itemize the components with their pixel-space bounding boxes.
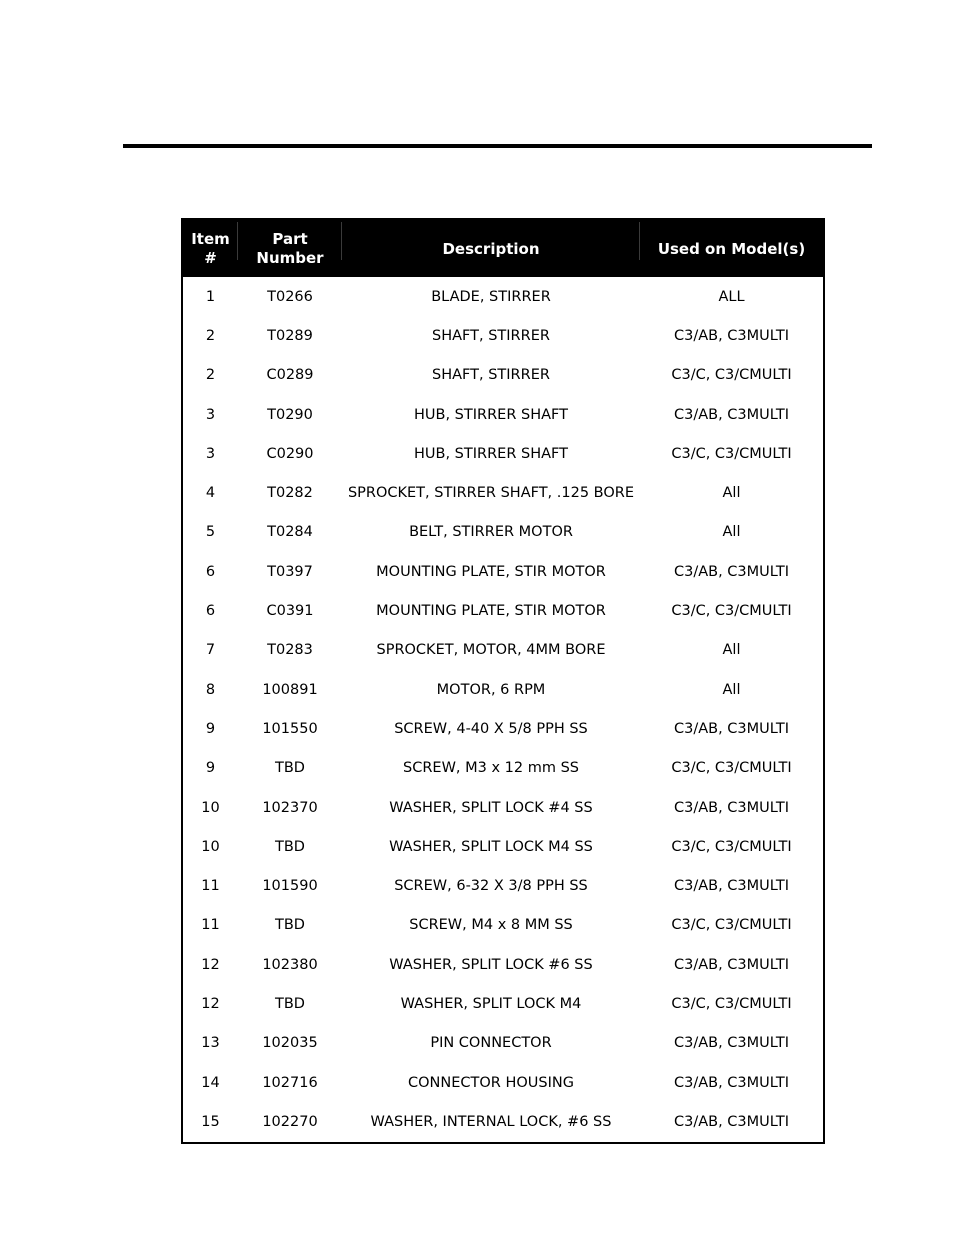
cell-used-on-models: C3/C, C3/CMULTI (671, 917, 792, 934)
table-row (183, 709, 823, 748)
cell-description: SCREW, 6-32 X 3/8 PPH SS (394, 878, 588, 895)
cell-used-on-models: All (722, 681, 741, 698)
cell-description: HUB, STIRRER SHAFT (414, 406, 568, 423)
cell-part-number: T0290 (267, 406, 313, 423)
table-row (183, 1024, 823, 1063)
cell-used-on-models: C3/C, C3/CMULTI (671, 995, 792, 1012)
table-row (183, 1102, 823, 1141)
table-row (183, 866, 823, 905)
header-models-label: Used on Model(s) (657, 239, 806, 258)
cell-description: BELT, STIRRER MOTOR (409, 524, 573, 541)
cell-used-on-models: C3/AB, C3MULTI (673, 406, 789, 423)
cell-part-number: T0284 (267, 524, 313, 541)
table-row (183, 631, 823, 670)
cell-used-on-models: C3/AB, C3MULTI (673, 1074, 789, 1091)
header-item-line1: Item (191, 230, 230, 248)
parts-table (183, 220, 823, 1142)
cell-used-on-models: ALL (718, 288, 745, 305)
cell-part-number: C0289 (266, 367, 314, 384)
cell-description: MOTOR, 6 RPM (436, 681, 546, 698)
cell-part-number: 101550 (262, 720, 318, 737)
cell-item-number: 1 (205, 288, 216, 305)
header-description (342, 220, 640, 277)
table-row (183, 473, 823, 512)
table-row (183, 316, 823, 355)
cell-description: SPROCKET, MOTOR, 4MM BORE (376, 642, 606, 659)
table-row (183, 356, 823, 395)
cell-item-number: 2 (205, 367, 216, 384)
cell-item-number: 9 (205, 720, 216, 737)
cell-item-number: 15 (201, 1113, 220, 1130)
header-used-on-models (640, 220, 823, 277)
table-row (183, 945, 823, 984)
table-row (183, 591, 823, 630)
cell-item-number: 6 (205, 563, 216, 580)
cell-part-number: 100891 (262, 681, 318, 698)
cell-used-on-models: All (722, 642, 741, 659)
parts-table-frame (181, 218, 825, 1144)
cell-description: MOUNTING PLATE, STIR MOTOR (376, 603, 606, 620)
cell-part-number: TBD (275, 838, 305, 855)
cell-description: SCREW, M4 x 8 MM SS (409, 917, 573, 934)
cell-used-on-models: C3/AB, C3MULTI (673, 720, 789, 737)
header-divider-rule (123, 144, 872, 148)
cell-item-number: 13 (201, 1035, 220, 1052)
cell-part-number: 101590 (262, 878, 318, 895)
table-row (183, 1063, 823, 1102)
cell-description: SPROCKET, STIRRER SHAFT, .125 BORE (347, 485, 635, 502)
cell-used-on-models: C3/AB, C3MULTI (673, 1113, 789, 1130)
table-row (183, 827, 823, 866)
cell-item-number: 14 (201, 1074, 220, 1091)
cell-part-number: T0282 (267, 485, 313, 502)
cell-used-on-models: C3/AB, C3MULTI (673, 799, 789, 816)
cell-part-number: T0397 (267, 563, 313, 580)
cell-item-number: 12 (201, 995, 220, 1012)
cell-item-number: 4 (205, 485, 216, 502)
cell-item-number: 5 (205, 524, 216, 541)
cell-used-on-models: C3/AB, C3MULTI (673, 956, 789, 973)
cell-part-number: 102035 (262, 1035, 318, 1052)
cell-item-number: 11 (201, 917, 220, 934)
table-row (183, 788, 823, 827)
cell-item-number: 7 (205, 642, 216, 659)
cell-used-on-models: C3/C, C3/CMULTI (671, 367, 792, 384)
cell-description: SHAFT, STIRRER (432, 367, 550, 384)
cell-description: WASHER, SPLIT LOCK M4 SS (389, 838, 593, 855)
cell-part-number: TBD (275, 995, 305, 1012)
table-row (183, 906, 823, 945)
cell-item-number: 10 (201, 838, 220, 855)
cell-description: WASHER, INTERNAL LOCK, #6 SS (370, 1113, 612, 1130)
cell-used-on-models: All (722, 485, 741, 502)
cell-description: SHAFT, STIRRER (432, 327, 550, 344)
cell-used-on-models: C3/C, C3/CMULTI (671, 838, 792, 855)
parts-table-body (183, 277, 823, 1142)
cell-description: WASHER, SPLIT LOCK #4 SS (389, 799, 593, 816)
cell-part-number: T0289 (267, 327, 313, 344)
cell-used-on-models: All (722, 524, 741, 541)
cell-description: WASHER, SPLIT LOCK #6 SS (389, 956, 593, 973)
cell-item-number: 6 (205, 603, 216, 620)
cell-part-number: 102716 (262, 1074, 318, 1091)
cell-used-on-models: C3/AB, C3MULTI (673, 327, 789, 344)
table-row (183, 513, 823, 552)
cell-description: HUB, STIRRER SHAFT (414, 445, 568, 462)
cell-part-number: 102370 (262, 799, 318, 816)
cell-used-on-models: C3/C, C3/CMULTI (671, 603, 792, 620)
cell-used-on-models: C3/C, C3/CMULTI (671, 760, 792, 777)
table-row (183, 434, 823, 473)
cell-item-number: 10 (201, 799, 220, 816)
cell-description: WASHER, SPLIT LOCK M4 (400, 995, 582, 1012)
header-part-number (238, 220, 342, 277)
cell-description: SCREW, 4-40 X 5/8 PPH SS (394, 720, 588, 737)
table-row (183, 670, 823, 709)
header-part-line1: Part (272, 230, 308, 248)
cell-part-number: TBD (275, 760, 305, 777)
header-description-label: Description (442, 239, 540, 258)
cell-part-number: TBD (275, 917, 305, 934)
cell-item-number: 3 (205, 445, 216, 462)
cell-used-on-models: C3/AB, C3MULTI (673, 1035, 789, 1052)
parts-table-header (183, 220, 823, 277)
cell-item-number: 11 (201, 878, 220, 895)
cell-used-on-models: C3/AB, C3MULTI (673, 878, 789, 895)
cell-part-number: 102380 (262, 956, 318, 973)
cell-description: BLADE, STIRRER (431, 288, 551, 305)
table-row (183, 395, 823, 434)
cell-part-number: C0391 (266, 603, 314, 620)
cell-part-number: T0283 (267, 642, 313, 659)
table-row (183, 277, 823, 316)
cell-description: MOUNTING PLATE, STIR MOTOR (376, 563, 606, 580)
cell-item-number: 12 (201, 956, 220, 973)
table-row (183, 749, 823, 788)
header-item-line2: # (204, 249, 217, 267)
cell-item-number: 3 (205, 406, 216, 423)
cell-part-number: T0266 (267, 288, 313, 305)
cell-part-number: 102270 (262, 1113, 318, 1130)
header-part-line2: Number (256, 249, 324, 267)
cell-description: SCREW, M3 x 12 mm SS (403, 760, 579, 777)
cell-item-number: 8 (205, 681, 216, 698)
cell-description: CONNECTOR HOUSING (408, 1074, 574, 1091)
cell-used-on-models: C3/C, C3/CMULTI (671, 445, 792, 462)
cell-item-number: 2 (205, 327, 216, 344)
cell-part-number: C0290 (266, 445, 314, 462)
table-row (183, 552, 823, 591)
table-row (183, 984, 823, 1023)
cell-description: PIN CONNECTOR (430, 1035, 552, 1052)
cell-item-number: 9 (205, 760, 216, 777)
header-row (183, 220, 823, 277)
cell-used-on-models: C3/AB, C3MULTI (673, 563, 789, 580)
header-item-number (183, 220, 238, 277)
